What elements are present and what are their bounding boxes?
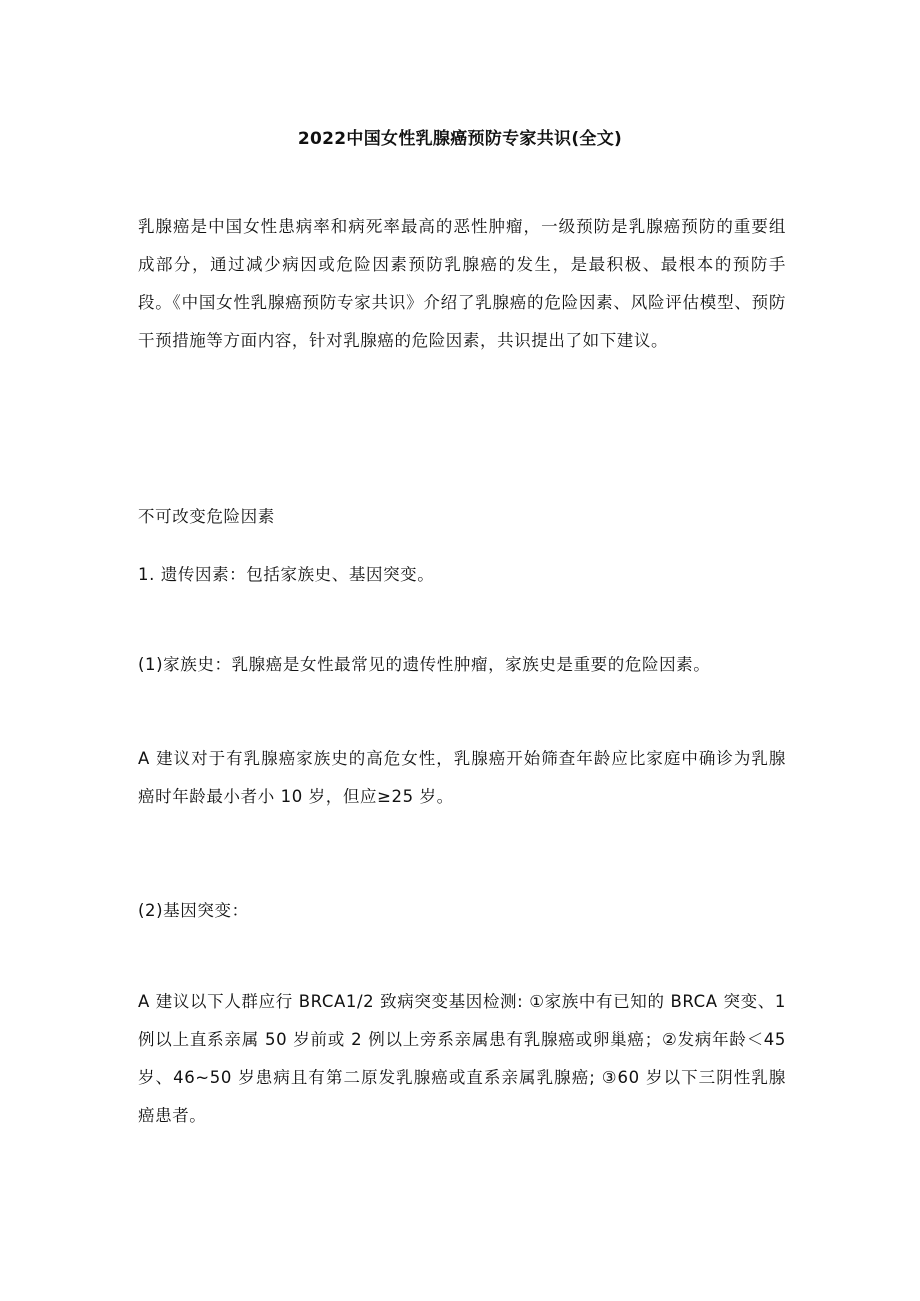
section-heading: 不可改变危险因素 [138, 507, 275, 526]
recommendation-gene-testing: A 建议以下人群应行 BRCA1/2 致病突变基因检测: ①家族中有已知的 BRCA 突变、1 例以上直系亲属 50 岁前或 2 例以上旁系亲属患有乳腺癌或卵巢癌；②发病年龄＜45 岁、46~50 岁患病且有第二原发乳腺癌或直系亲属乳腺癌; ③60 岁以下三阴性乳腺癌患者。 [138, 992, 786, 1125]
document-title: 2022中国女性乳腺癌预防专家共识(全文) [297, 129, 623, 149]
recommendation-family-history: A 建议对于有乳腺癌家族史的高危女性，乳腺癌开始筛查年龄应比家庭中确诊为乳腺癌时年龄最小者小 10 岁，但应≥25 岁。 [138, 749, 786, 806]
intro-paragraph: 乳腺癌是中国女性患病率和病死率最高的恶性肿瘤，一级预防是乳腺癌预防的重要组成部分，通过减少病因或危险因素预防乳腺癌的发生，是最积极、最根本的预防手段。《中国女性乳腺癌预防专家共识》介绍了乳腺癌的危险因素、风险评估模型、预防干预措施等方面内容，针对乳腺癌的危险因素，共识提出了如下建议。 [138, 217, 786, 350]
subitem-family-history: (1)家族史：乳腺癌是女性最常见的遗传性肿瘤，家族史是重要的危险因素。 [138, 655, 711, 674]
subitem-gene-mutation: (2)基因突变： [138, 901, 249, 920]
item-genetic-factors: 1. 遗传因素：包括家族史、基因突变。 [138, 565, 435, 584]
